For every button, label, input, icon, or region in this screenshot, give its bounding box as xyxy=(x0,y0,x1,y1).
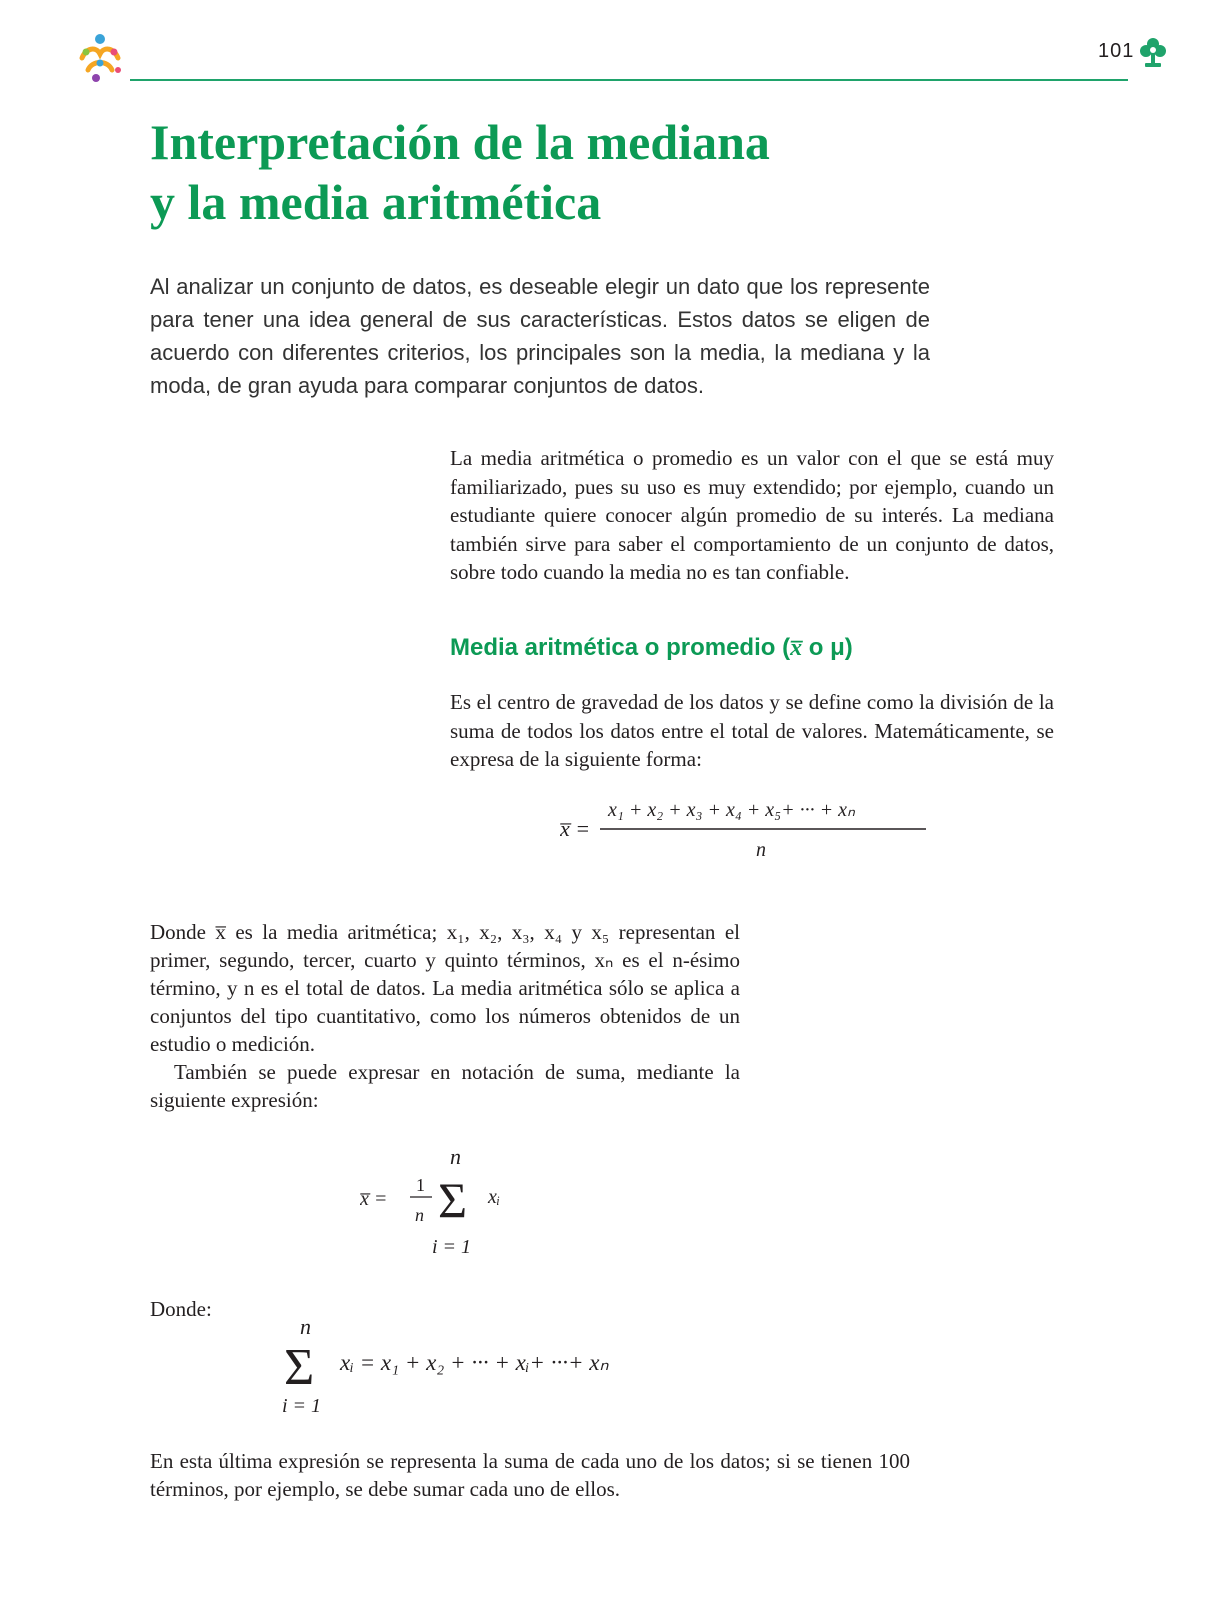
sigma-icon: Σ xyxy=(284,1339,315,1396)
mean-formula xyxy=(560,790,950,870)
formula3-expression: xᵢ = x₁ + x₂ + ··· + xᵢ+ ···+ xₙ xyxy=(340,1350,609,1375)
formula3-lower: i = 1 xyxy=(282,1395,322,1417)
logo-icon xyxy=(72,30,128,86)
media-paragraph: La media aritmética o promedio es un valor con el que se está muy familiarizado, pues su uso es muy extendido; por ejemplo, cuando un estudiante quiere conocer algún promedio de su interés. La mediana también sirve para saber el comportamiento de un conjunto de datos, sobre todo cuando la media no es tan confiable. xyxy=(450,446,1054,584)
summation-formula xyxy=(360,1145,530,1265)
final-paragraph: En esta última expresión se representa la suma de cada uno de los datos; si se tienen 100 términos, por ejemplo, se debe sumar cada uno de ellos. xyxy=(150,1449,910,1501)
close-paren: ) xyxy=(844,634,853,661)
intro-paragraph: Al analizar un conjunto de datos, es deseable elegir un dato que los represente para tener una idea general de sus características. Estos datos se eligen de acuerdo con diferentes criterios, los principales son la media, la mediana y la moda, de gran ayuda para comparar conjuntos de datos. xyxy=(150,274,930,398)
tambien-paragraph: También se puede expresar en notación de suma, mediante la siguiente expresión: xyxy=(150,1060,740,1112)
header-rule xyxy=(130,79,1128,81)
formula1-numerator: x₁ + x₂ + x₃ + x₄ + x₅+ ··· + xₙ xyxy=(608,799,855,821)
section-heading-text: Media aritmética o promedio ( xyxy=(450,634,791,661)
leaf-icon xyxy=(1138,36,1168,68)
formula3-upper: n xyxy=(300,1318,311,1339)
formula1-lhs: x̅ = xyxy=(560,816,591,841)
formula2-lower: i = 1 xyxy=(432,1236,472,1258)
page-title xyxy=(150,112,1050,232)
or-word: o xyxy=(802,634,831,661)
mu-symbol: μ xyxy=(830,634,845,661)
sigma-icon: Σ xyxy=(438,1172,468,1228)
formula2-frac-den: n xyxy=(415,1205,424,1225)
section-heading xyxy=(450,634,853,662)
formula2-term: xᵢ xyxy=(488,1186,501,1208)
expanded-sum-formula xyxy=(282,1318,722,1418)
title-line-2: y la media aritmética xyxy=(150,174,602,230)
donde-paragraph: Donde x̅ es la media aritmética; x₁, x₂, x₃, x₄ y x₅ representan el primer, segundo, tercer, cuarto y quinto términos, xₙ es el n-ésimo término, y n es el total de datos. La media aritmética sólo se aplica a conjuntos del tipo cuantitativo, como los números obtenidos de un estudio o medición. xyxy=(150,920,740,1056)
donde-label: Donde: xyxy=(150,1297,212,1321)
page-number: 101 xyxy=(1098,40,1135,62)
xbar-symbol: x̅ xyxy=(790,635,803,661)
definition-paragraph: Es el centro de gravedad de los datos y se define como la división de la suma de todos los datos entre el total de valores. Matemáticamente, se expresa de la siguiente forma: xyxy=(450,690,1054,771)
formula2-lhs: x̅ = xyxy=(360,1188,388,1210)
title-line-1: Interpretación de la mediana xyxy=(150,114,770,170)
formula1-denominator: n xyxy=(756,839,766,861)
formula2-upper: n xyxy=(450,1145,461,1169)
formula2-frac-num: 1 xyxy=(416,1175,425,1195)
